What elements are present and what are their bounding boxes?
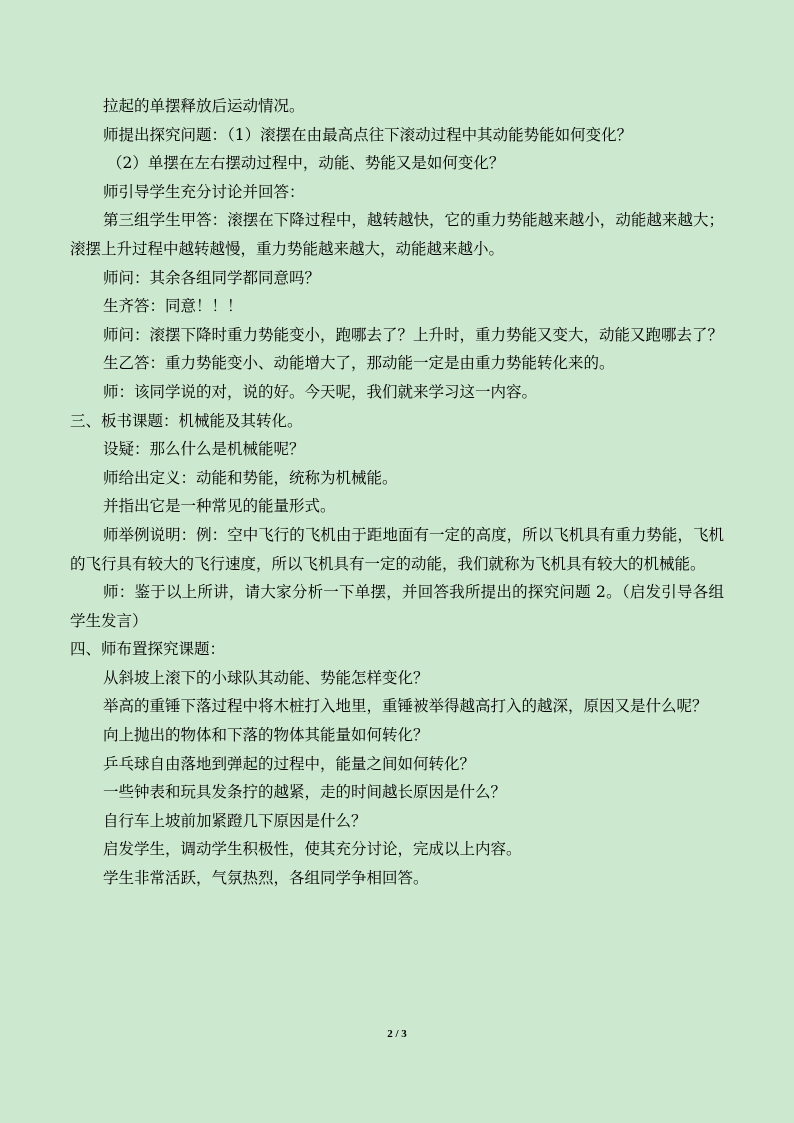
paragraph: 自行车上坡前加紧蹬几下原因是什么？ — [103, 811, 367, 830]
paragraph: 乒乓球自由落地到弹起的过程中，能量之间如何转化？ — [103, 754, 476, 773]
paragraph: 学生非常活跃，气氛热烈，各组同学争相回答。 — [103, 869, 429, 888]
page-number: 2 / 3 — [387, 1028, 407, 1040]
document-body — [70, 92, 724, 893]
paragraph: 第三组学生甲答：滚摆在下降过程中，越转越快，它的重力势能越来越小，动能越来越大；滚摆上升过程中越转越慢，重力势能越来越大，动能越来越小。 — [70, 211, 724, 258]
paragraph: 一些钟表和玩具发条拧的越紧，走的时间越长原因是什么？ — [103, 783, 507, 802]
paragraph: 拉起的单摆释放后运动情况。 — [103, 97, 305, 115]
section-heading: 四、师布置探究课题： — [70, 640, 226, 659]
paragraph: 师：该同学说的对，说的好。今天呢，我们就来学习这一内容。 — [103, 382, 538, 401]
paragraph: 师给出定义：动能和势能，统称为机械能。 — [103, 468, 398, 487]
section-heading: 三、板书课题：机械能及其转化。 — [70, 411, 303, 430]
paragraph: 向上抛出的物体和下落的物体其能量如何转化？ — [103, 726, 429, 745]
paragraph: 师引导学生充分讨论并回答： — [103, 182, 305, 201]
paragraph: 师问：其余各组同学都同意吗？ — [103, 268, 321, 287]
paragraph: 师问：滚摆下降时重力势能变小，跑哪去了？上升时，重力势能又变大，动能又跑哪去了？ — [103, 325, 724, 344]
paragraph: 启发学生，调动学生积极性，使其充分讨论，完成以上内容。 — [103, 840, 522, 859]
paragraph: 生齐答：同意！！！ — [103, 297, 243, 316]
paragraph: 师举例说明：例：空中飞行的飞机由于距地面有一定的高度，所以飞机具有重力势能，飞机的飞行具有较大的飞行速度，所以飞机具有一定的动能，我们就称为飞机具有较大的机械能。 — [70, 525, 724, 573]
paragraph: 举高的重锤下落过程中将木桩打入地里，重锤被举得越高打入的越深，原因又是什么呢？ — [103, 697, 708, 716]
paragraph: 师提出探究问题：（1）滚摆在由最高点往下滚动过程中其动能势能如何变化？ — [103, 125, 633, 144]
paragraph: 设疑：那么什么是机械能呢？ — [103, 440, 305, 459]
paragraph: 并指出它是一种常见的能量形式。 — [103, 497, 336, 516]
paragraph: 生乙答：重力势能变小、动能增大了，那动能一定是由重力势能转化来的。 — [103, 354, 615, 373]
paragraph: 师：鉴于以上所讲，请大家分析一下单摆，并回答我所提出的探究问题 2。（启发引导各组学生发言） — [70, 583, 724, 630]
paragraph: 从斜坡上滚下的小球队其动能、势能怎样变化？ — [103, 668, 429, 687]
paragraph: （2）单摆在左右摆动过程中，动能、势能又是如何变化？ — [107, 154, 505, 173]
